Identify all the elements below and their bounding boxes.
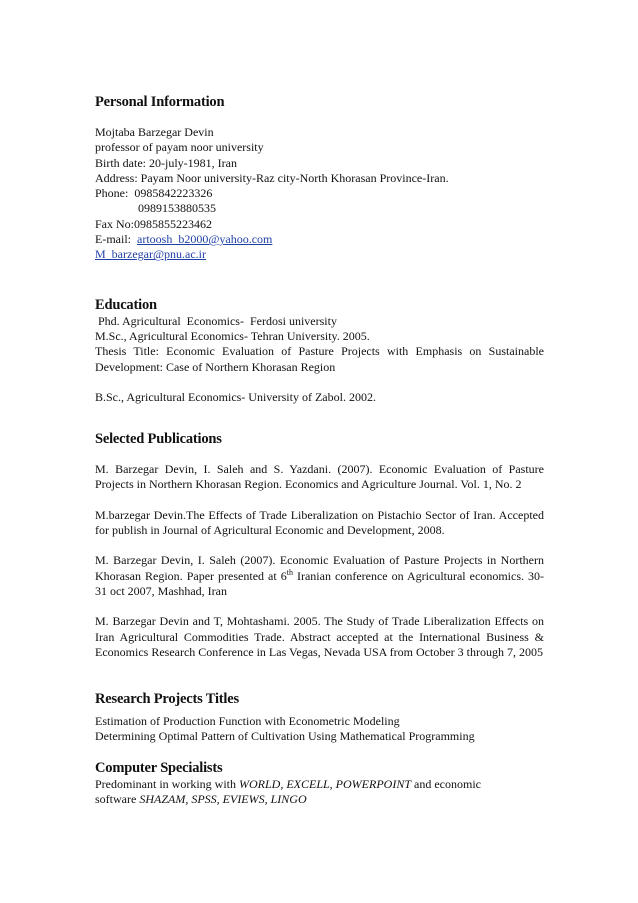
publications-heading: Selected Publications (95, 431, 222, 448)
person-name: Mojtaba Barzegar Devin (95, 125, 214, 139)
email-row-2 (95, 247, 544, 262)
publication-3 (95, 553, 544, 599)
birth-date: Birth date: 20-july-1981, Iran (95, 155, 237, 170)
education-msc: M.Sc., Agricultural Economics- Tehran University. 2005. (95, 328, 370, 343)
personal-heading: Personal Information (95, 94, 225, 110)
computer-heading: Computer Specialists (95, 759, 223, 776)
publication-4: M. Barzegar Devin and T, Mohtashami. 2005. The Study of Trade Liberalization Effects on Iran Agricultural Commodities Trade. Abstract accepted at the International Business & Economics Research Conference in Las Vegas, Nevada USA from October 3 through 7, 2005 (95, 614, 544, 659)
publication-3-superscript: th (286, 567, 293, 577)
computer-line-2-text: software (95, 792, 137, 807)
email-label: E-mail: (95, 232, 131, 247)
fax: Fax No:0985855223462 (95, 216, 212, 231)
email-link-pnu[interactable]: M_barzegar@pnu.ac.ir (95, 247, 206, 262)
phone-secondary: 0989153880535 (138, 201, 216, 216)
computer-line-1 (95, 777, 544, 792)
education-bsc: B.Sc., Agricultural Economics- University of Zabol. 2002. (95, 389, 376, 404)
education-heading: Education (95, 296, 157, 313)
person-position: professor of payam noor university (95, 140, 264, 155)
email-link-yahoo[interactable]: artoosh_b2000@yahoo.com (137, 232, 273, 247)
education-section (95, 296, 544, 405)
computer-economic-software: SHAZAM, SPSS, EVIEWS, LINGO (139, 792, 307, 807)
publications-section (95, 430, 544, 660)
computer-line-1-text: Predominant in working with (95, 776, 236, 791)
email-row (95, 232, 544, 247)
publication-1: M. Barzegar Devin, I. Saleh and S. Yazdani. (2007). Economic Evaluation of Pasture Projects in Northern Khorasan Region. Economics and Agriculture Journal. Vol. 1, No. 2 (95, 462, 544, 492)
publication-3-text: M. Barzegar Devin, I. Saleh (2007). Economic Evaluation of Pasture Projects in Northern Khorasan Region. Paper presented at 6 (95, 553, 544, 583)
phone-label: Phone: (95, 186, 129, 201)
publication-3-text-end: Iranian conference on Agricultural economics. 30-31 oct 2007, Mashhad, Iran (95, 568, 545, 598)
phone-primary: 0985842223326 (134, 186, 213, 201)
education-phd: Phd. Agricultural Economics- Ferdosi university (95, 313, 337, 328)
computer-line-2 (95, 792, 544, 807)
computer-office-software: WORLD, EXCELL, POWERPOINT (239, 776, 411, 791)
research-heading: Research Projects Titles (95, 691, 239, 708)
research-section (95, 690, 544, 745)
computer-section (95, 759, 544, 808)
computer-line-1-end: and economic (414, 776, 481, 791)
phone-row (95, 186, 544, 201)
publication-2: M.barzegar Devin.The Effects of Trade Liberalization on Pistachio Sector of Iran. Accepted for publish in Journal of Agricultural Economic and Development, 2008. (95, 507, 544, 538)
address: Address: Payam Noor university-Raz city-North Khorasan Province-Iran. (95, 170, 449, 185)
education-thesis: Thesis Title: Economic Evaluation of Pasture Projects with Emphasis on Sustainable Development: Case of Northern Khorasan Region (95, 344, 544, 374)
research-item-1: Estimation of Production Function with Econometric Modeling (95, 714, 400, 729)
personal-section (95, 93, 544, 263)
research-item-2: Determining Optimal Pattern of Cultivation Using Mathematical Programming (95, 729, 475, 744)
